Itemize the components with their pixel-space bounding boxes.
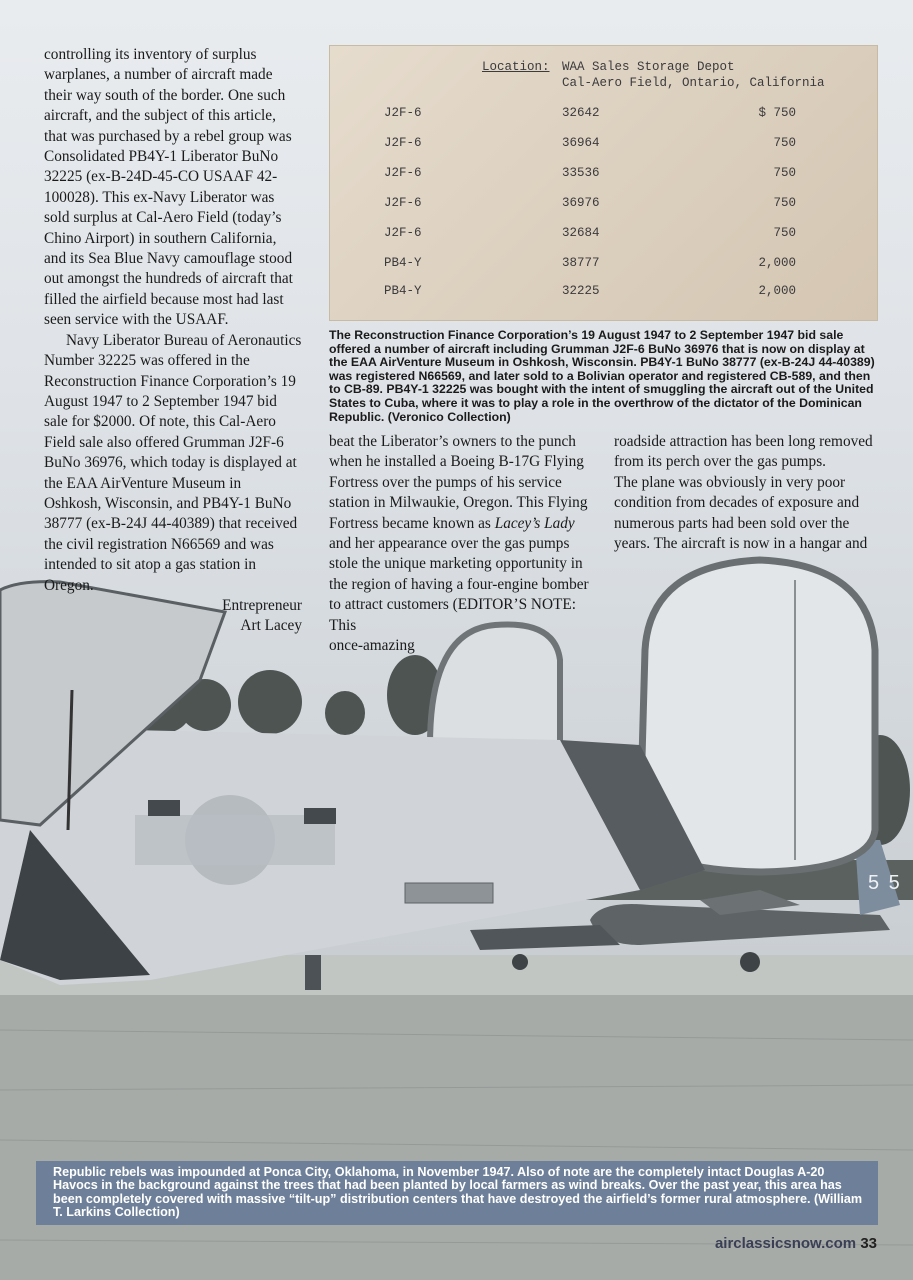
bureau-number: 32684 (562, 226, 600, 240)
aircraft-type: PB4-Y (384, 284, 422, 298)
photo-caption: Republic rebels was impounded at Ponca City, Oklahoma, in November 1947. Also of note are the completely intact Douglas A-20 Havocs in the background against the trees that had been planted by local farmers as wind breaks. Over the past year, this area has been completely covered with massive “tilt-up” distribution centers that have destroyed the airfield’s former rural atmosphere. (William T. Larkins Collection) (36, 1161, 878, 1225)
aircraft-type: PB4-Y (384, 256, 422, 270)
bureau-number: 33536 (562, 166, 600, 180)
paragraph: roadside attraction has been long removed from its perch over the gas pumps. (614, 433, 873, 471)
table-row (329, 106, 878, 124)
tail-number: 5 5 (868, 872, 902, 894)
table-row (329, 166, 878, 184)
page-number: 33 (860, 1235, 877, 1252)
document-caption: The Reconstruction Finance Corporation’s 19 August 1947 to 2 September 1947 bid sale offered a number of aircraft including Grumman J2F-6 BuNo 36976 that is now on display at the EAA AirVenture Museum in Oshkosh, Wisconsin. PB4Y-1 BuNo 38777 (ex-B-24J 44-40389) was registered N66569, and later sold to a Bolivian operator and registered CB-589, and then to CB-89. PB4Y-1 32225 was bought with the intent of smuggling the aircraft out of the United States to Cuba, where it was to play a role in the overthrow of the dictator of the Dominican Republic. (Veronico Collection) (329, 328, 875, 424)
table-row (329, 256, 878, 274)
bureau-number: 36976 (562, 196, 600, 210)
paragraph-continuation: Art Lacey (240, 617, 302, 635)
article-column-1 (44, 45, 302, 637)
aircraft-name: Lacey’s Lady (494, 514, 575, 532)
bureau-number: 32225 (562, 284, 600, 298)
table-row (329, 136, 878, 154)
article-column-3 (614, 432, 884, 554)
price: 750 (773, 136, 796, 150)
bureau-number: 32642 (562, 106, 600, 120)
price: 750 (773, 226, 796, 240)
aircraft-type: J2F-6 (384, 136, 422, 150)
location-label: Location: (482, 60, 550, 74)
location-line: WAA Sales Storage Depot (562, 60, 735, 74)
sales-document-scan (329, 45, 878, 321)
paragraph-continuation: Entrepreneur (222, 596, 302, 614)
website-url: airclassicsnow.com (714, 1235, 857, 1252)
paragraph: Navy Liberator Bureau of Aeronautics Number 32225 was offered in the Reconstruction Finance Corporation’s 19 August 1947 to 2 September 1947 bid sale for $2000. Of note, this Cal-Aero Field sale also offered Grumman J2F-6 BuNo 36976, which today is displayed at the EAA AirVenture Museum in Oshkosh, Wisconsin, and PB4Y-1 BuNo 38777 (ex-B-24J 44-40389) that received the civil registration N66569 and was intended to sit atop a gas station in Oregon. (44, 331, 302, 594)
aircraft-type: J2F-6 (384, 196, 422, 210)
price: $ 750 (758, 106, 796, 120)
table-row (329, 226, 878, 244)
bureau-number: 38777 (562, 256, 600, 270)
price: 750 (773, 166, 796, 180)
price: 2,000 (758, 256, 796, 270)
price: 750 (773, 196, 796, 210)
paragraph: The plane was obviously in very poor condition from decades of exposure and numerous parts had been sold over the years. The aircraft is now in a hangar and (614, 473, 868, 553)
aircraft-type: J2F-6 (384, 106, 422, 120)
text-run: once-amazing (329, 637, 415, 655)
text-run: beat the Liberator’s owners to the punch when he installed a Boeing B-17G Flying Fortress over the pumps of his service station in Milwaukie, Oregon. This Flying Fortress became known as (329, 433, 588, 532)
table-row (329, 284, 878, 302)
paragraph: controlling its inventory of surplus warplanes, a number of aircraft made their way south of the border. One such aircraft, and the subject of this article, that was purchased by a rebel group was Consolidated PB4Y-1 Liberator BuNo 32225 (ex-B-24D-45-CO USAAF 42-100028). This ex-Navy Liberator was sold surplus at Cal-Aero Field (today’s Chino Airport) in southern California, and its Sea Blue Navy camouflage stood out amongst the hundreds of aircraft that filled the airfield because most had last seen service with the USAAF. (44, 46, 293, 329)
price: 2,000 (758, 284, 796, 298)
table-row (329, 196, 878, 214)
aircraft-type: J2F-6 (384, 226, 422, 240)
paragraph (329, 432, 592, 656)
aircraft-type: J2F-6 (384, 166, 422, 180)
article-column-2 (329, 432, 592, 656)
grass-field (0, 955, 913, 1280)
text-run: and her appearance over the gas pumps stole the unique marketing opportunity in the region of having a four-engine bomber to attract customers (EDITOR’S NOTE: This (329, 535, 589, 634)
bureau-number: 36964 (562, 136, 600, 150)
page-footer (715, 1235, 877, 1252)
location-line: Cal-Aero Field, Ontario, California (562, 76, 825, 90)
